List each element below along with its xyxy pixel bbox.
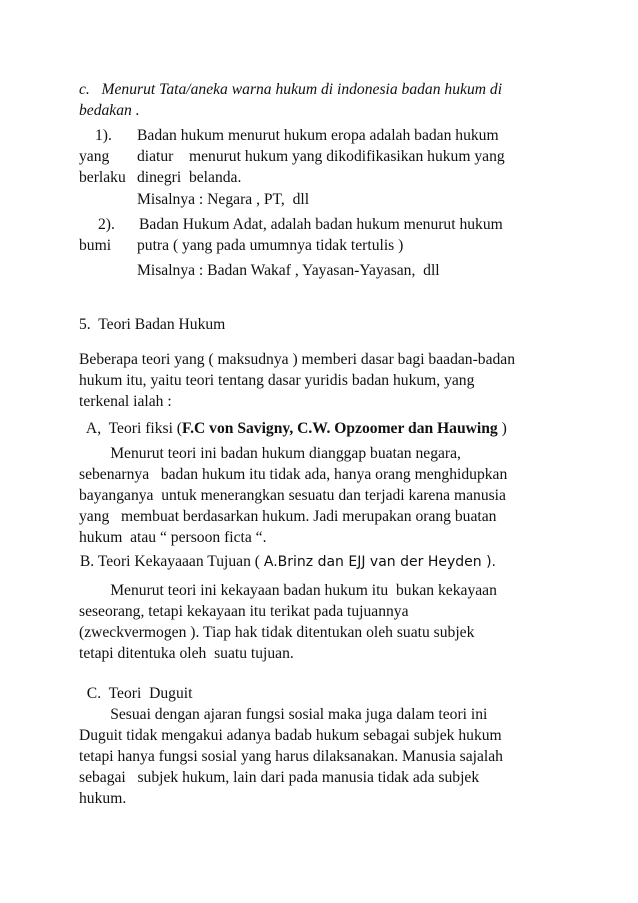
item-2-number: 2). [98, 216, 115, 233]
theory-a-body-line-1: Menurut teori ini badan hukum dianggap buatan negara, [79, 445, 461, 462]
theory-a-body-line-3: bayanganya untuk menerangkan sesuatu dan terjadi karena manusia [79, 487, 506, 504]
item-1-example: Misalnya : Negara , PT, dll [137, 191, 310, 208]
theory-c-body-line-2: Duguit tidak mengakui adanya badab hukum sebagai subjek hukum [79, 727, 502, 744]
theory-a-prefix: A, Teori fiksi ( [79, 420, 183, 437]
theory-a-body-line-4: yang membuat berdasarkan hukum. Jadi merupakan orang buatan [79, 508, 497, 525]
theory-c-body-line-3: tetapi hanya fungsi sosial yang harus dilaksanakan. Manusia sajalah [79, 748, 503, 765]
section-c-line-2: bedakan . [79, 102, 140, 119]
theory-a-suffix: ) [497, 420, 507, 437]
section-5-intro-line-3: terkenal ialah : [79, 393, 172, 410]
theory-c-body-line-1: Sesuai dengan ajaran fungsi sosial maka juga dalam teori ini [79, 706, 488, 723]
item-1-number: 1). [95, 127, 112, 144]
item-1-col-b: berlaku [79, 169, 126, 186]
item-1-line-3: dinegri belanda. [137, 169, 242, 186]
section-c-line-1: c. Menurut Tata/aneka warna hukum di indonesia badan hukum di [79, 81, 503, 98]
theory-b-body-line-1: Menurut teori ini kekayaan badan hukum itu bukan kekayaan [79, 582, 497, 599]
theory-b-body-line-3: (zweckvermogen ). Tiap hak tidak ditentukan oleh suatu subjek [79, 624, 475, 641]
item-1-col-a: yang [79, 148, 110, 165]
theory-b-body-line-4: tetapi ditentuka oleh suatu tujuan. [79, 645, 294, 662]
theory-b-heading [76, 552, 496, 572]
item-1-line-1: Badan hukum menurut hukum eropa adalah badan hukum [137, 127, 499, 144]
theory-a-authors: F.C von Savigny, C.W. Opzoomer dan Hauwing [182, 420, 498, 437]
theory-c-body-line-5: hukum. [79, 790, 127, 807]
item-2-example: Misalnya : Badan Wakaf , Yayasan-Yayasan, dll [137, 262, 440, 279]
item-1-line-2: diatur menurut hukum yang dikodifikasikan hukum yang [137, 148, 505, 165]
theory-a-body-line-5: hukum atau “ persoon ficta “. [79, 529, 267, 546]
section-5-heading: 5. Teori Badan Hukum [79, 316, 226, 333]
theory-b-authors: A.Brinz dan EJJ van der Heyden ). [263, 554, 496, 570]
item-2-col-a: bumi [79, 237, 112, 254]
theory-c-heading: C. Teori Duguit [79, 685, 193, 702]
theory-a-body-line-2: sebenarnya badan hukum itu tidak ada, hanya orang menghidupkan [79, 466, 508, 483]
theory-c-body-line-4: sebagai subjek hukum, lain dari pada manusia tidak ada subjek [79, 769, 480, 786]
item-2-line-2: putra ( yang pada umumnya tidak tertulis ) [137, 237, 404, 254]
item-2-line-1: Badan Hukum Adat, adalah badan hukum menurut hukum [139, 216, 503, 233]
section-5-intro-line-2: hukum itu, yaitu teori tentang dasar yuridis badan hukum, yang [79, 372, 475, 389]
section-5-intro-line-1: Beberapa teori yang ( maksudnya ) memberi dasar bagi baadan-badan [79, 351, 516, 368]
theory-b-body-line-2: seseorang, tetapi kekayaan itu terikat pada tujuannya [79, 603, 409, 620]
theory-a-heading [79, 419, 507, 439]
theory-b-prefix: B. Teori Kekayaaan Tujuan ( [76, 553, 264, 570]
